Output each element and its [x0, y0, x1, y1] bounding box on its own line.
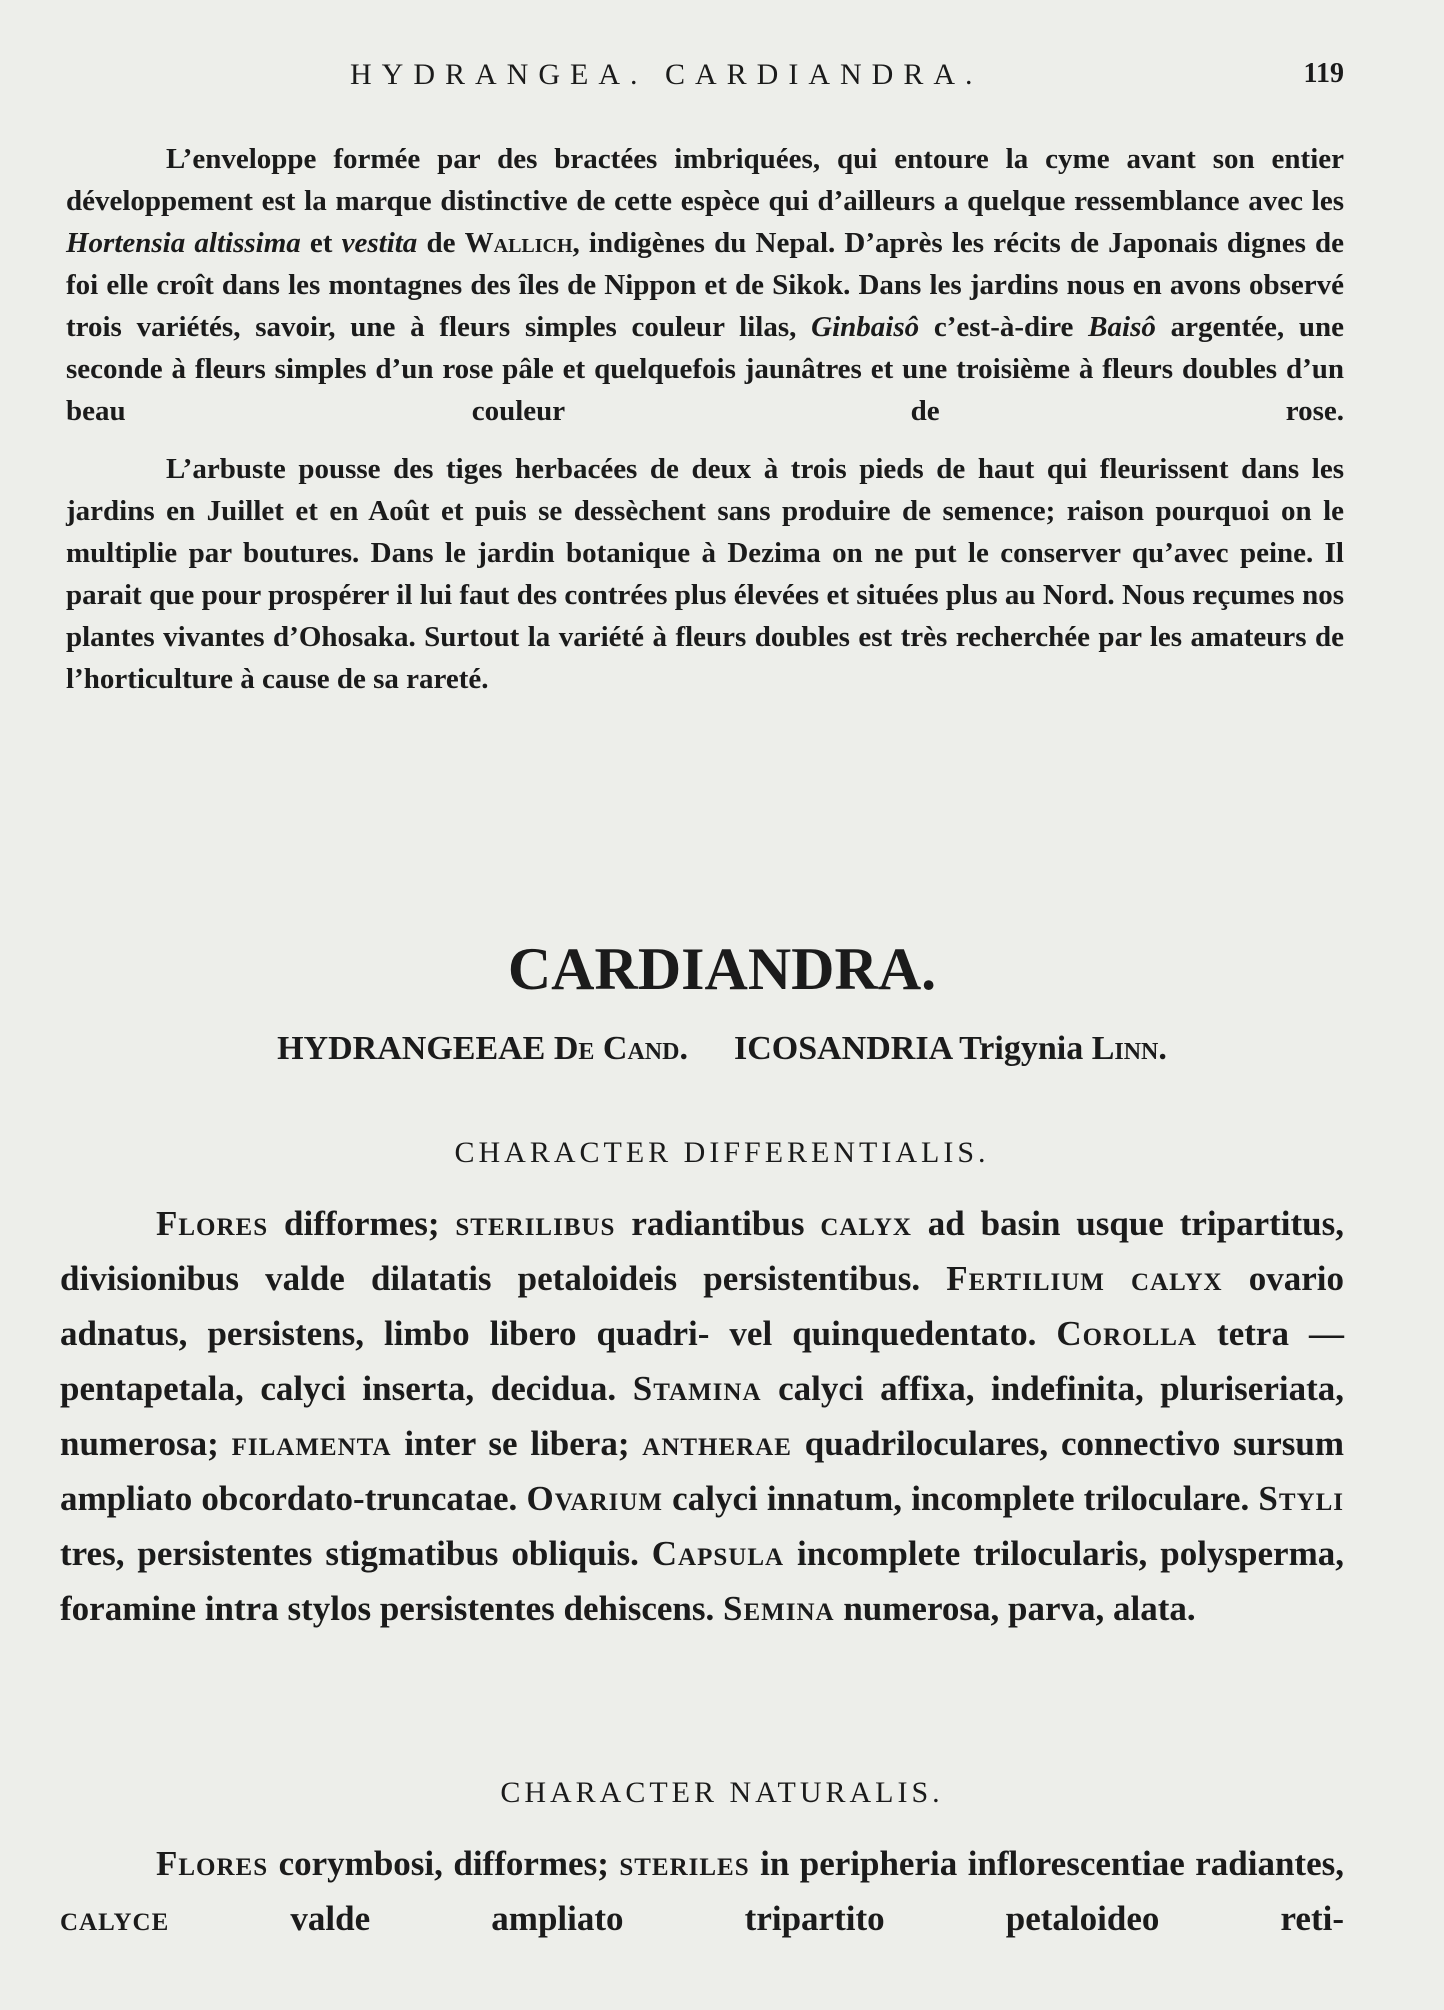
- naturalis-heading: CHARACTER NATURALIS.: [500, 1776, 944, 1809]
- japanese-name: Baisô: [1088, 311, 1156, 343]
- genus-title: CARDIANDRA.: [507, 936, 937, 1002]
- french-paragraph-1: L’enveloppe formée par des bractées imbriquées, qui entoure la cyme avant son entier développement est la marque distinctive de cette espèce qui d’ailleurs a quelque ressemblance avec les Hortensia altissima et vestita de Wallich, indigènes du Nepal. D’après les récits de Japonais dignes de foi elle croît dans les montagnes des îles de Nippon et de Sikok. Dans les jardins nous en avons observé trois variétés, savoir, une à fleurs simples couleur lilas, Ginbaisô c’est-à-dire Baisô argentée, une seconde à fleurs simples d’un rose pâle et quelquefois jaunâtres et une troisième à fleurs doubles d’un beau couleur de rose.: [66, 143, 1345, 427]
- differentialis-text: [60, 1196, 1344, 1636]
- class-subdivision: Trigynia: [959, 1030, 1084, 1067]
- page-header: [0, 58, 1444, 98]
- order-author: De Cand.: [553, 1030, 688, 1067]
- order-name: HYDRANGEEAE: [277, 1030, 546, 1067]
- differentialis-paragraph: Flores difformes; sterilibus radiantibus calyx ad basin usque tripartitus, divisionibus valde dilatatis petaloideis persistentibus. Fertilium calyx ovario adnatus, persistens, limbo libero quadri- vel quinquedentato. Corolla tetra — pentapetala, calyci inserta, decidua. Stamina calyci affixa, indefinita, pluriseriata, numerosa; filamenta inter se libera; antherae quadriloculares, connectivo sursum ampliato obcordato-truncatae. Ovarium calyci innatum, incomplete triloculare. Styli tres, persistentes stigmatibus obliquis. Capsula incomplete trilocularis, polysperma, foramine intra stylos persistentes dehiscens. Semina numerosa, parva, alata.: [60, 1204, 1345, 1628]
- class-author: Linn.: [1091, 1030, 1167, 1067]
- author-name: Wallich: [464, 227, 573, 259]
- differentialis-heading: CHARACTER DIFFERENTIALIS.: [454, 1136, 990, 1169]
- japanese-name: Ginbaisô: [811, 311, 920, 343]
- species-name: vestita: [341, 227, 418, 259]
- french-description: [66, 138, 1344, 700]
- naturalis-paragraph: Flores corymbosi, difformes; steriles in peripheria inflorescentiae radiantes, calyce valde ampliato tripartito petaloideo reti-: [60, 1844, 1344, 1938]
- naturalis-text: [60, 1836, 1344, 1946]
- classification-line: [0, 1030, 1444, 1068]
- running-title: HYDRANGEA. CARDIANDRA.: [350, 58, 983, 91]
- page-number: 119: [1303, 58, 1344, 89]
- french-paragraph-2: L’arbuste pousse des tiges herbacées de deux à trois pieds de haut qui fleurissent dans les jardins en Juillet et en Août et puis se dessèchent sans produire de semence; raison pourquoi on le multiplie par boutures. Dans le jardin botanique à Dezima on ne put le conserver qu’avec peine. Il parait que pour prospérer il lui faut des contrées plus élevées et situées plus au Nord. Nous reçumes nos plantes vivantes d’Ohosaka. Surtout la variété à fleurs doubles est très recherchée par les amateurs de l’horticulture à cause de sa rareté.: [66, 453, 1344, 695]
- species-name: Hortensia altissima: [66, 227, 301, 259]
- class-name: ICOSANDRIA: [733, 1030, 952, 1067]
